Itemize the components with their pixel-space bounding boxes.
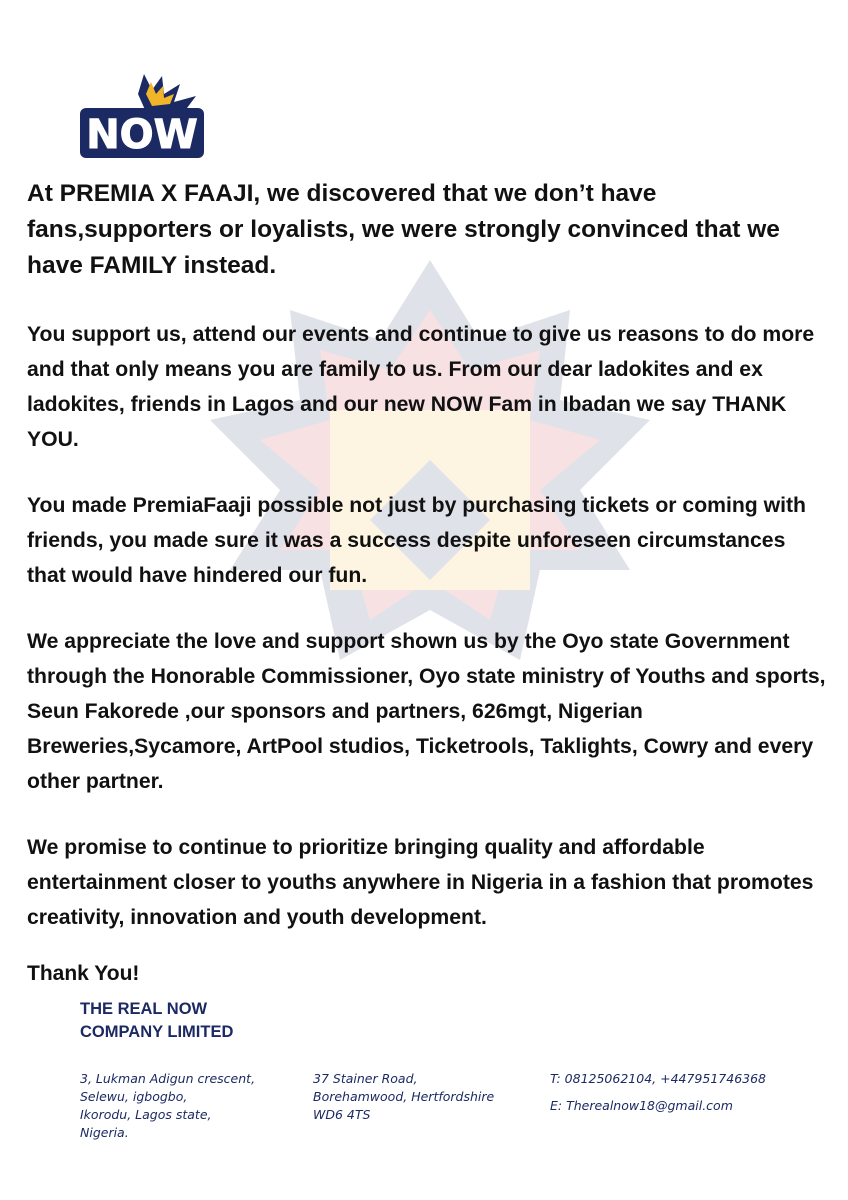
now-logo: [76, 70, 210, 162]
address-uk-line: 37 Stainer Road,: [313, 1071, 418, 1086]
letter-closing: Thank You!: [27, 962, 140, 985]
contact-info: [550, 1070, 766, 1124]
address-lagos-line: Selewu, igbogbo,: [80, 1089, 188, 1104]
email-address: E: Therealnow18@gmail.com: [550, 1098, 733, 1113]
letter-headline: At PREMIA X FAAJI, we discovered that we don’t have fans,supporters or loyalists, we were strongly convinced that we have FAMILY instead.: [27, 180, 780, 279]
address-uk: [313, 1070, 494, 1124]
company-name: [80, 998, 233, 1044]
letter-paragraph-3: We appreciate the love and support shown us by the Oyo state Government through the Honorable Commissioner, Oyo state ministry of Youths and sports, Seun Fakorede ,our sponsors and partners, 626mgt, Nigerian Breweries,Sycamore, ArtPool studios, Ticketrools, Taklights, Cowry and every other partner.: [27, 630, 826, 793]
company-name-line-1: THE REAL NOW: [80, 1000, 208, 1018]
address-uk-line: WD6 4TS: [313, 1107, 371, 1122]
address-lagos-line: Nigeria.: [80, 1125, 129, 1140]
phone-number: T: 08125062104, +447951746368: [550, 1071, 767, 1086]
letter-paragraph-2: You made PremiaFaaji possible not just by purchasing tickets or coming with friends, you made sure it was a success despite unforeseen circumstances that would have hindered our fun.: [27, 494, 806, 587]
letter-paragraph-4: We promise to continue to prioritize bringing quality and affordable entertainment closer to youths anywhere in Nigeria in a fashion that promotes creativity, innovation and youth development.: [27, 836, 814, 929]
address-uk-line: Borehamwood, Hertfordshire: [313, 1089, 495, 1104]
address-lagos-line: Ikorodu, Lagos state,: [80, 1107, 212, 1122]
address-lagos-line: 3, Lukman Adigun crescent,: [80, 1071, 256, 1086]
address-lagos: [80, 1070, 255, 1142]
company-name-line-2: COMPANY LIMITED: [80, 1023, 234, 1041]
now-logo-text: NOW: [86, 112, 198, 158]
letter-paragraph-1: You support us, attend our events and continue to give us reasons to do more and that only means you are family to us. From our dear ladokites and ex ladokites, friends in Lagos and our new NOW Fam in Ibadan we say THANK YOU.: [27, 323, 815, 451]
